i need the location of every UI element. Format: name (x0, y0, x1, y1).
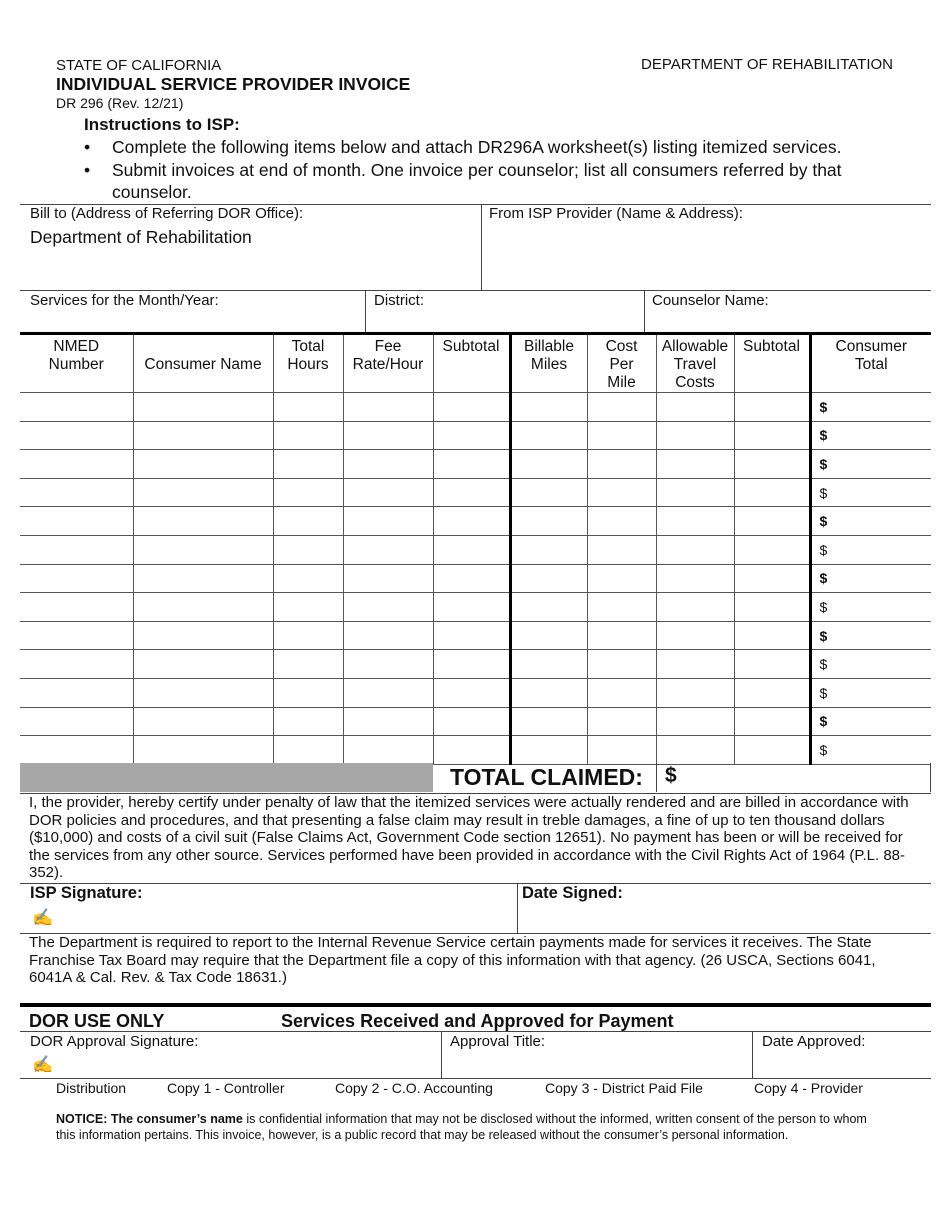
table-cell[interactable] (656, 621, 734, 650)
table-cell[interactable] (734, 707, 810, 736)
table-cell[interactable] (510, 678, 587, 707)
date-approved-field[interactable] (756, 1053, 928, 1076)
table-cell[interactable] (133, 593, 273, 622)
table-cell[interactable] (510, 593, 587, 622)
instructions-list (84, 136, 904, 204)
distribution-copy: Copy 2 - C.O. Accounting (335, 1080, 493, 1096)
table-cell[interactable] (273, 450, 343, 479)
table-cell[interactable] (343, 736, 433, 765)
column-header: Billable Miles (510, 334, 587, 393)
table-cell[interactable] (587, 507, 656, 536)
table-row (20, 450, 931, 479)
total-claimed-field[interactable]: $ (665, 764, 677, 787)
table-cell[interactable] (734, 507, 810, 536)
table-row (20, 593, 931, 622)
table-row (20, 678, 931, 707)
table-cell[interactable] (273, 650, 343, 679)
isp-signature-field[interactable] (60, 906, 510, 931)
pen-icon: ✍ (32, 1055, 54, 1074)
table-cell[interactable] (133, 507, 273, 536)
table-cell[interactable] (20, 478, 133, 507)
table-cell[interactable] (343, 593, 433, 622)
distribution-copy: Copy 1 - Controller (167, 1080, 285, 1096)
table-cell[interactable] (133, 478, 273, 507)
table-cell[interactable] (343, 478, 433, 507)
table-cell[interactable] (133, 621, 273, 650)
table-cell[interactable] (587, 707, 656, 736)
table-cell[interactable] (433, 593, 510, 622)
dor-approval-signature-field[interactable] (60, 1053, 435, 1076)
table-cell[interactable] (433, 621, 510, 650)
form-title: INDIVIDUAL SERVICE PROVIDER INVOICE (56, 74, 411, 94)
table-cell[interactable] (133, 736, 273, 765)
table-cell[interactable] (273, 507, 343, 536)
column-header: Consumer Total (810, 334, 931, 393)
table-cell[interactable] (510, 450, 587, 479)
table-cell[interactable] (433, 507, 510, 536)
table-cell[interactable] (656, 564, 734, 593)
table-cell[interactable] (734, 564, 810, 593)
table-cell[interactable] (273, 707, 343, 736)
table-row (20, 507, 931, 536)
table-cell[interactable] (510, 707, 587, 736)
table-cell[interactable] (433, 736, 510, 765)
table-row (20, 478, 931, 507)
table-cell[interactable] (343, 707, 433, 736)
table-cell[interactable] (20, 535, 133, 564)
table-cell[interactable] (273, 535, 343, 564)
confidentiality-notice (56, 1112, 871, 1143)
table-row (20, 707, 931, 736)
table-cell[interactable] (133, 678, 273, 707)
table-cell[interactable] (587, 736, 656, 765)
column-header: Cost Per Mile (587, 334, 656, 393)
table-cell[interactable] (587, 621, 656, 650)
total-claimed-label: TOTAL CLAIMED: (450, 764, 643, 790)
table-cell[interactable] (343, 621, 433, 650)
table-cell[interactable] (133, 564, 273, 593)
instruction-item: • Complete the following items below and attach DR296A worksheet(s) listing itemized services. (84, 136, 904, 158)
table-cell[interactable] (20, 621, 133, 650)
table-cell[interactable] (433, 478, 510, 507)
form-header (56, 56, 410, 113)
table-cell[interactable] (510, 478, 587, 507)
shaded-area (20, 763, 433, 792)
column-header: NMED Number (20, 334, 133, 393)
divider (20, 290, 931, 291)
table-cell[interactable] (656, 535, 734, 564)
table-cell[interactable] (734, 736, 810, 765)
table-cell[interactable] (343, 393, 433, 422)
table-row (20, 736, 931, 765)
dor-use-only-label: DOR USE ONLY (29, 1011, 165, 1031)
table-cell[interactable] (273, 421, 343, 450)
table-cell[interactable] (656, 593, 734, 622)
table-cell[interactable] (433, 535, 510, 564)
services-table (20, 332, 931, 765)
bill-to-field[interactable]: Department of Rehabilitation (30, 227, 252, 247)
distribution-copy: Copy 4 - Provider (754, 1080, 863, 1096)
approval-title-field[interactable] (445, 1053, 747, 1076)
date-signed-label: Date Signed: (522, 884, 623, 902)
table-cell[interactable] (133, 450, 273, 479)
table-cell[interactable] (510, 507, 587, 536)
consumer-total-cell[interactable]: $ (810, 707, 931, 736)
notice-bold-prefix: NOTICE: The consumer’s name (56, 1112, 243, 1126)
table-cell[interactable] (20, 421, 133, 450)
table-row (20, 621, 931, 650)
consumer-total-cell[interactable]: $ (810, 564, 931, 593)
irs-notice: The Department is required to report to the Internal Revenue Service certain payments made for services it receives. The State Franchise Tax Board may require that the Department file a copy of this information with that agency. (26 USCA, Sections 6041, 6041A & Cal. Rev. & Tax Code 18631.) (29, 934, 876, 986)
department-label: DEPARTMENT OF REHABILITATION (641, 56, 893, 73)
table-cell[interactable] (656, 450, 734, 479)
distribution-label: Distribution (56, 1080, 127, 1096)
date-signed-field[interactable] (632, 886, 927, 930)
table-cell[interactable] (510, 650, 587, 679)
column-header: Allowable Travel Costs (656, 334, 734, 393)
table-cell[interactable] (133, 393, 273, 422)
column-header: Consumer Name (133, 334, 273, 393)
table-cell[interactable] (133, 707, 273, 736)
table-cell[interactable] (734, 621, 810, 650)
table-cell[interactable] (587, 421, 656, 450)
table-cell[interactable] (656, 707, 734, 736)
table-cell[interactable] (133, 535, 273, 564)
table-cell[interactable] (343, 421, 433, 450)
table-cell[interactable] (273, 736, 343, 765)
table-cell[interactable] (343, 650, 433, 679)
table-cell[interactable] (20, 564, 133, 593)
state-label: STATE OF CALIFORNIA (56, 57, 222, 74)
table-cell[interactable] (510, 421, 587, 450)
divider (481, 204, 482, 290)
table-cell[interactable] (343, 564, 433, 593)
instructions-heading: Instructions to ISP: (84, 115, 240, 134)
table-cell[interactable] (273, 564, 343, 593)
certification-text: I, the provider, hereby certify under penalty of law that the itemized services were actually rendered and are billed in accordance with DOR policies and procedures, and that presenting a false claim may result in treble damages, a fine of up to ten thousand dollars ($10,000) and costs of a civil suit (False Claims Act, Government Code section 12651). No payment has been or will be received for the services from any other source. Services performed have been provided in accordance with the Civil Rights Act of 1964 (P.L. 88-352). (29, 794, 909, 881)
table-cell[interactable] (587, 564, 656, 593)
table-cell[interactable] (343, 678, 433, 707)
bill-to-label: Bill to (Address of Referring DOR Office): (30, 205, 304, 222)
column-header: Subtotal (433, 334, 510, 393)
table-cell[interactable] (133, 421, 273, 450)
table-cell[interactable] (734, 535, 810, 564)
table-cell[interactable] (20, 736, 133, 765)
table-cell[interactable] (433, 421, 510, 450)
table-cell[interactable] (20, 650, 133, 679)
table-row (20, 393, 931, 422)
approved-heading: Services Received and Approved for Payment (281, 1011, 674, 1031)
month-year-label: Services for the Month/Year: (30, 292, 219, 309)
consumer-total-cell[interactable]: $ (810, 593, 931, 622)
table-cell[interactable] (587, 678, 656, 707)
divider (20, 1003, 931, 1007)
from-provider-field[interactable] (483, 224, 929, 288)
instruction-item: • Submit invoices at end of month. One invoice per counselor; list all consumers referred by that counselor. (84, 159, 904, 203)
table-cell[interactable] (656, 650, 734, 679)
consumer-total-cell[interactable]: $ (810, 650, 931, 679)
isp-signature-label: ISP Signature: (30, 884, 143, 902)
table-cell[interactable] (433, 707, 510, 736)
table-cell[interactable] (433, 450, 510, 479)
table-cell[interactable] (433, 650, 510, 679)
table-cell[interactable] (273, 478, 343, 507)
table-cell[interactable] (20, 593, 133, 622)
column-header: Fee Rate/Hour (343, 334, 433, 393)
table-cell[interactable] (656, 678, 734, 707)
table-cell[interactable] (510, 621, 587, 650)
consumer-total-cell[interactable]: $ (810, 450, 931, 479)
district-label: District: (374, 292, 424, 309)
table-cell[interactable] (656, 736, 734, 765)
table-cell[interactable] (587, 450, 656, 479)
date-approved-label: Date Approved: (762, 1033, 866, 1050)
pen-icon: ✍ (32, 908, 54, 927)
consumer-total-cell[interactable]: $ (810, 535, 931, 564)
table-cell[interactable] (343, 535, 433, 564)
table-cell[interactable] (273, 621, 343, 650)
consumer-total-cell[interactable]: $ (810, 678, 931, 707)
table-cell[interactable] (273, 593, 343, 622)
consumer-total-cell[interactable]: $ (810, 621, 931, 650)
table-cell[interactable] (20, 678, 133, 707)
divider (365, 290, 366, 332)
distribution-copy: Copy 3 - District Paid File (545, 1080, 703, 1096)
table-row (20, 421, 931, 450)
total-claimed-row (20, 763, 930, 793)
table-cell[interactable] (734, 421, 810, 450)
notice-text: is confidential information that may not be disclosed without the informed, written consent of the person to whom this information pertains. This invoice, however, is a public record that may be released without the consumer’s personal information. (56, 1112, 867, 1142)
table-cell[interactable] (656, 393, 734, 422)
table-cell[interactable] (20, 393, 133, 422)
table-cell[interactable] (20, 507, 133, 536)
table-cell[interactable] (273, 678, 343, 707)
table-row (20, 564, 931, 593)
table-cell[interactable] (273, 393, 343, 422)
counselor-name-label: Counselor Name: (652, 292, 769, 309)
table-cell[interactable] (587, 535, 656, 564)
consumer-total-cell[interactable]: $ (810, 507, 931, 536)
table-cell[interactable] (656, 478, 734, 507)
table-cell[interactable] (734, 678, 810, 707)
table-row (20, 650, 931, 679)
table-cell[interactable] (734, 593, 810, 622)
table-cell[interactable] (20, 707, 133, 736)
column-header: Total Hours (273, 334, 343, 393)
table-cell[interactable] (734, 478, 810, 507)
table-row (20, 535, 931, 564)
dor-approval-signature-label: DOR Approval Signature: (30, 1033, 199, 1050)
table-cell[interactable] (734, 393, 810, 422)
from-provider-label: From ISP Provider (Name & Address): (489, 205, 743, 222)
column-header: Subtotal (734, 334, 810, 393)
table-cell[interactable] (510, 564, 587, 593)
divider (644, 290, 645, 332)
table-cell[interactable] (587, 478, 656, 507)
table-cell[interactable] (343, 507, 433, 536)
consumer-total-cell[interactable]: $ (810, 736, 931, 765)
table-cell[interactable] (433, 564, 510, 593)
table-cell[interactable] (587, 650, 656, 679)
consumer-total-cell[interactable]: $ (810, 393, 931, 422)
table-cell[interactable] (133, 650, 273, 679)
table-cell[interactable] (587, 393, 656, 422)
table-cell[interactable] (587, 593, 656, 622)
table-cell[interactable] (343, 450, 433, 479)
table-cell[interactable] (656, 507, 734, 536)
table-cell[interactable] (433, 678, 510, 707)
table-cell[interactable] (510, 736, 587, 765)
table-cell[interactable] (510, 535, 587, 564)
table-cell[interactable] (433, 393, 510, 422)
table-cell[interactable] (734, 450, 810, 479)
table-cell[interactable] (734, 650, 810, 679)
consumer-total-cell[interactable]: $ (810, 478, 931, 507)
table-cell[interactable] (656, 421, 734, 450)
table-cell[interactable] (20, 450, 133, 479)
form-number: DR 296 (Rev. 12/21) (56, 95, 184, 111)
approval-title-label: Approval Title: (450, 1033, 546, 1050)
consumer-total-cell[interactable]: $ (810, 421, 931, 450)
table-cell[interactable] (510, 393, 587, 422)
